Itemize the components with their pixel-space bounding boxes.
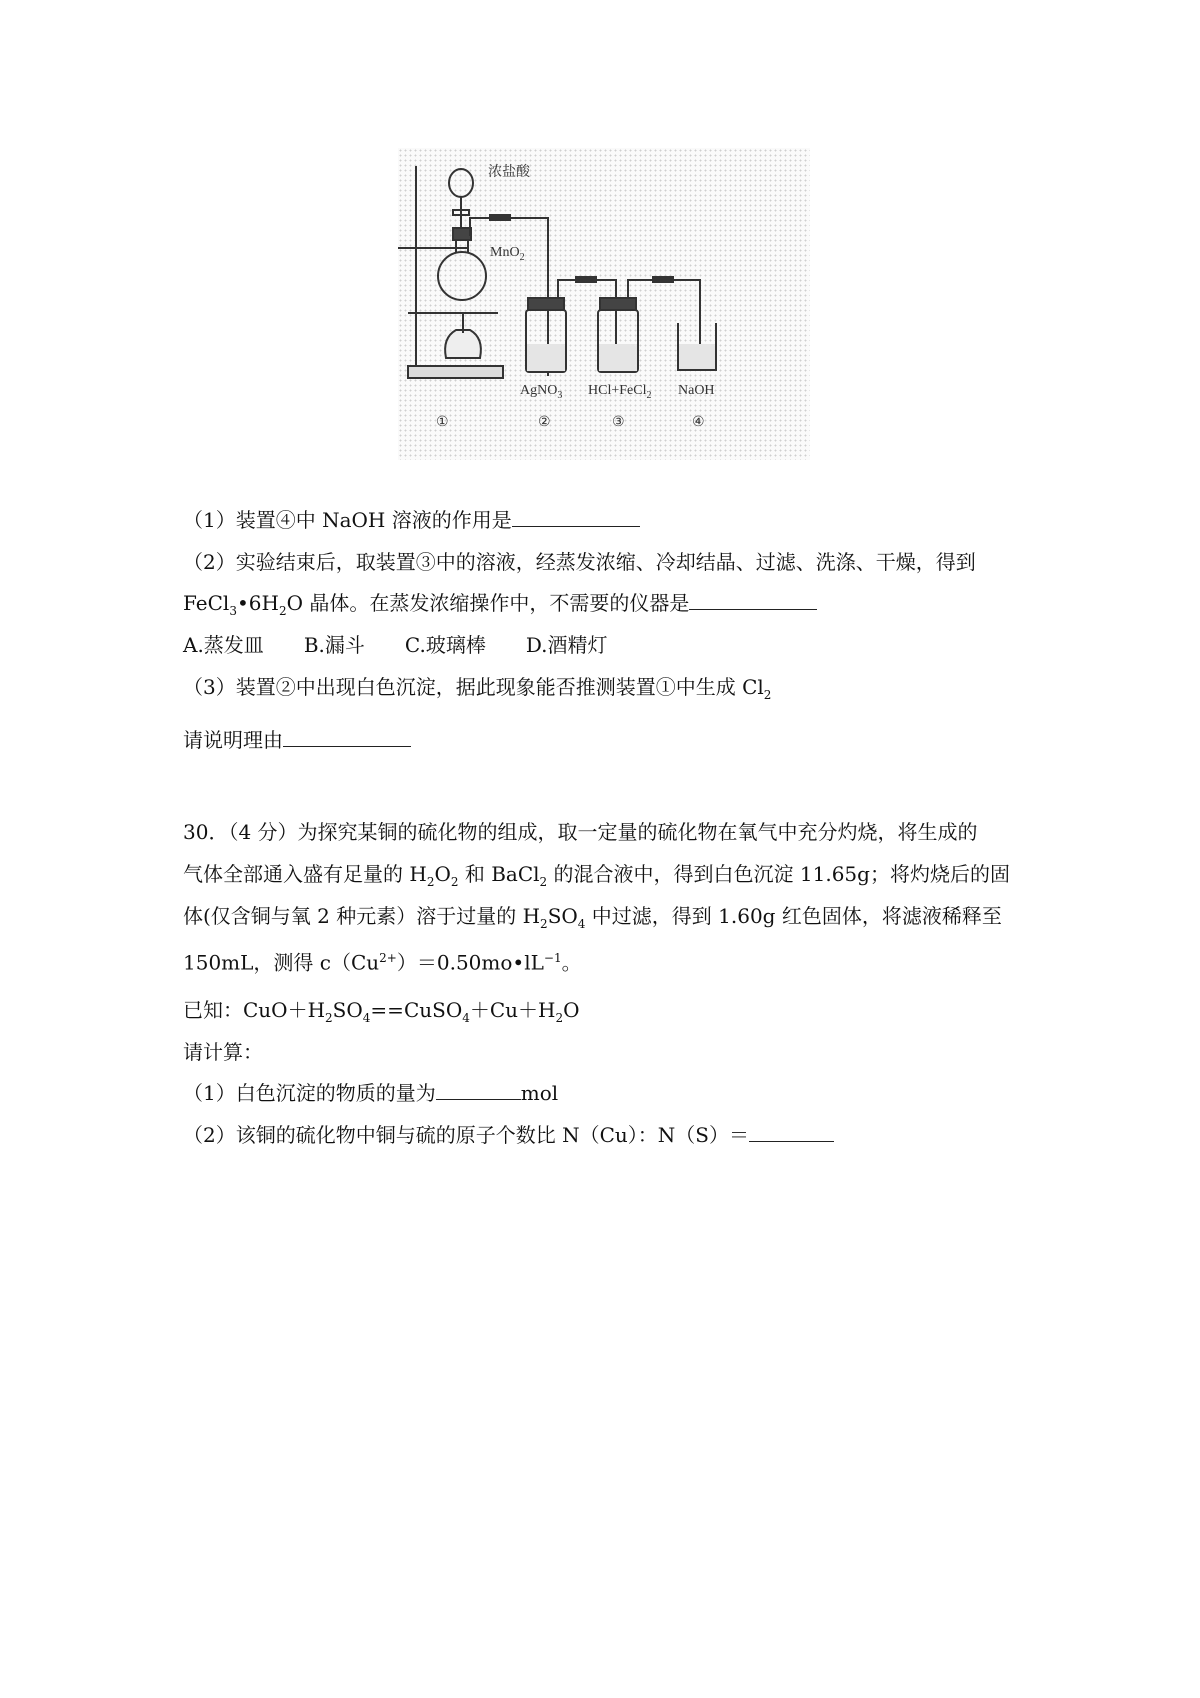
- label-naoh: NaOH: [678, 383, 715, 398]
- apparatus-number-2: ②: [538, 415, 551, 430]
- option-d: D.酒精灯: [525, 633, 608, 657]
- apparatus-number-1: ①: [436, 415, 449, 430]
- q30-line1: 30．（4 分）为探究某铜的硫化物的组成，取一定量的硫化物在氧气中充分灼烧，将生成的: [183, 820, 978, 844]
- q29-part3-reason: 请说明理由: [183, 726, 411, 754]
- q30-known-equation: 已知：$CuO+H_2SO_4==CuSO_4+Cu+H_2O$: [183, 998, 580, 1025]
- q30-calc-1: （1）白色沉淀的物质的量为 mol: [183, 1081, 559, 1105]
- q29-part2: （2）实验结束后，取装置③中的溶液，经蒸发浓缩、冷却结晶、过滤、洗涤、干燥，得到: [183, 550, 976, 574]
- apparatus-diagram: [398, 148, 810, 460]
- label-mno2: MnO$_2$: [490, 245, 525, 263]
- q30-calc-2: （2）该铜的硫化物中铜与硫的原子个数比 N（Cu）：N（S）＝: [183, 1121, 834, 1149]
- option-a: A.蒸发皿: [183, 633, 264, 657]
- apparatus-figure: [398, 148, 810, 460]
- apparatus-number-3: ③: [612, 415, 625, 430]
- answer-blank[interactable]: [689, 589, 817, 610]
- apparatus-number-4: ④: [692, 415, 705, 430]
- label-agno3: AgNO$_3$: [520, 383, 563, 401]
- q30-line2: 气体全部通入盛有足量的 $H_2O_2$ 和 BaCl$_2$ 的混合液中，得到白色沉淀 11.65g；将灼烧后的固: [183, 862, 1010, 889]
- label-concentrated-hcl: 浓盐酸: [488, 165, 530, 180]
- answer-blank[interactable]: [436, 1079, 521, 1100]
- q29-options: [183, 631, 648, 659]
- answer-blank[interactable]: [283, 726, 411, 747]
- q29-part3: （3）装置②中出现白色沉淀，据此现象能否推测装置①中生成 $Cl_2$: [183, 675, 772, 702]
- option-b: B.漏斗: [303, 633, 365, 657]
- q29-part1: （1）装置④中 NaOH 溶液的作用是: [183, 506, 640, 534]
- option-c: C.玻璃棒: [404, 633, 486, 657]
- q30-calc-heading: 请计算：: [183, 1040, 263, 1064]
- answer-blank[interactable]: [512, 506, 640, 527]
- q30-line3: 体(仅含铜与氧 2 种元素）溶于过量的 $H_2SO_4$ 中过滤，得到 1.60g 红色固体，将滤液稀释至: [183, 904, 1002, 931]
- q30-line4: 150mL，测得 $c(Cu^{2+})=0.50mo•lL^{-1}$。: [183, 950, 582, 975]
- answer-blank[interactable]: [749, 1121, 834, 1142]
- label-hcl-fecl2: HCl+FeCl$_2$: [588, 383, 652, 401]
- q29-part2-cont: $FeCl_3•6H_2O$ 晶体。在蒸发浓缩操作中，不需要的仪器是: [183, 589, 817, 625]
